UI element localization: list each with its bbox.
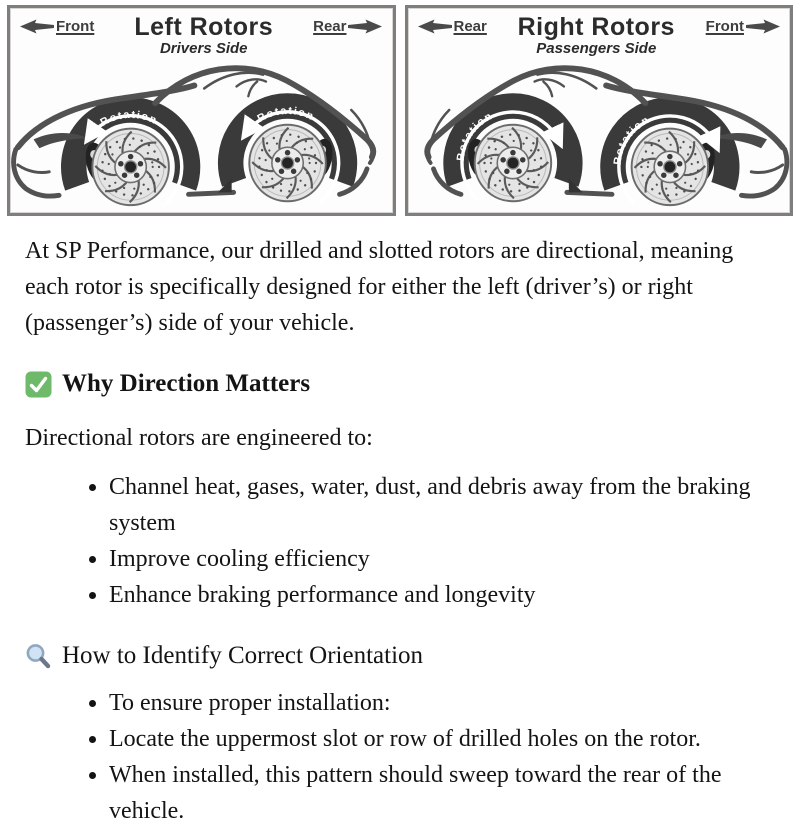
list-item-text: To ensure proper installation: xyxy=(109,690,391,716)
rotation-text: Rotation xyxy=(255,104,317,126)
left-panel-header xyxy=(10,14,393,57)
panel-title: Left Rotors xyxy=(134,13,274,41)
front-label: Front xyxy=(56,18,95,35)
rotor-info-article xyxy=(0,233,800,829)
car-right-illustration xyxy=(408,47,791,212)
rotation-text: Rotation xyxy=(611,113,652,166)
identify-orientation-heading xyxy=(25,640,770,672)
front-label: Front xyxy=(705,18,744,35)
front-direction-label xyxy=(706,18,780,35)
list-item xyxy=(109,757,770,829)
rear-label: Rear xyxy=(453,18,487,35)
list-item xyxy=(109,469,770,541)
list-item-text: Channel heat, gases, water, dust, and debris away from the braking system xyxy=(109,474,751,536)
why-direction-matters-heading xyxy=(25,368,770,400)
panel-subtitle: Passengers Side xyxy=(536,40,657,58)
arrow-right-icon xyxy=(348,19,382,34)
rotation-text: Rotation xyxy=(98,108,160,129)
list-item-text: When installed, this pattern should sweep toward the rear of the vehicle. xyxy=(109,762,722,824)
arrow-left-icon xyxy=(418,19,452,34)
list-item-text: Improve cooling efficiency xyxy=(109,546,370,572)
right-panel-header xyxy=(408,14,791,57)
left-rotors-panel xyxy=(7,5,396,216)
rear-direction-label xyxy=(418,18,487,35)
heading-text: Why Direction Matters xyxy=(62,370,311,397)
rear-direction-label xyxy=(313,18,382,35)
right-rotors-panel xyxy=(405,5,794,216)
check-mark-icon xyxy=(25,371,52,398)
left-panel-titles xyxy=(134,14,273,57)
car-left-illustration xyxy=(10,47,393,212)
list-item xyxy=(109,577,770,613)
list-item xyxy=(109,541,770,577)
arrow-right-icon xyxy=(746,19,780,34)
heading-text: How to Identify Correct Orientation xyxy=(62,642,424,669)
rear-label: Rear xyxy=(313,18,347,35)
arrow-left-icon xyxy=(20,19,54,34)
list-item xyxy=(109,721,770,757)
list-item-text: Enhance braking performance and longevity xyxy=(109,582,536,608)
magnifying-glass-icon xyxy=(25,643,52,670)
lead-paragraph: Directional rotors are engineered to: xyxy=(25,425,373,451)
right-panel-titles xyxy=(518,14,675,57)
orientation-bullet-list xyxy=(25,685,770,829)
intro-paragraph: At SP Performance, our drilled and slotted rotors are directional, meaning each rotor is specifically designed for either the left (driver’s) or right (passenger’s) side of your vehicle. xyxy=(25,238,734,336)
list-item-text: Locate the uppermost slot or row of drilled holes on the rotor. xyxy=(109,726,701,752)
rotation-text: Rotation xyxy=(454,109,495,162)
front-direction-label xyxy=(20,18,94,35)
panel-title: Right Rotors xyxy=(517,13,675,41)
why-bullet-list xyxy=(25,469,770,613)
list-item xyxy=(109,685,770,721)
rotor-direction-diagram xyxy=(7,5,793,216)
panel-subtitle: Drivers Side xyxy=(159,40,248,58)
